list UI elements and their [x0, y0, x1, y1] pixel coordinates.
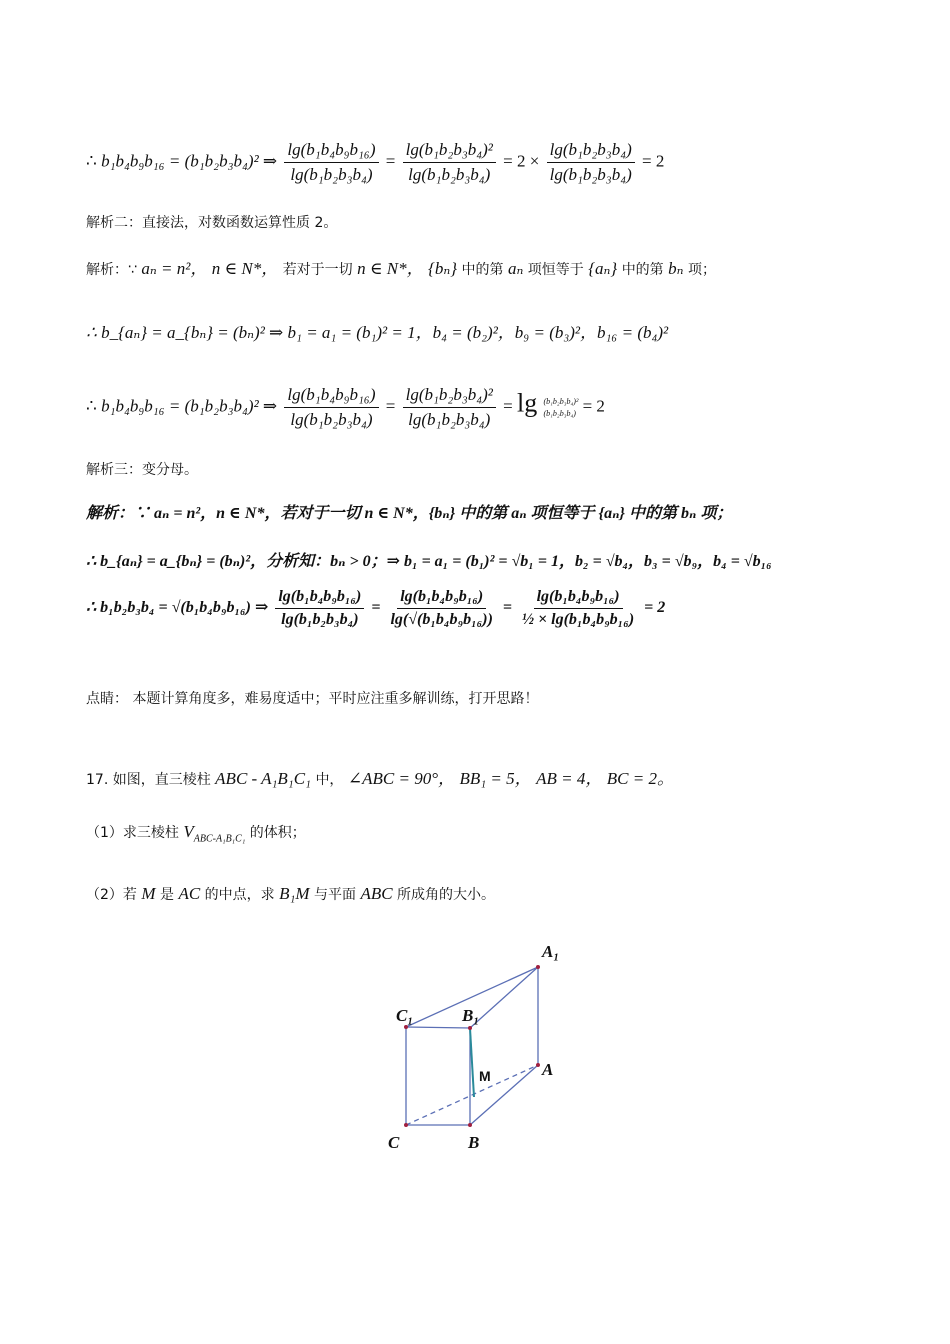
analysis-prefix: 解析：∵	[86, 262, 137, 278]
vertex-b1	[468, 1026, 472, 1030]
vertex-c1	[404, 1025, 408, 1029]
question-text: 所成角的大小。	[397, 887, 496, 903]
fraction	[275, 588, 364, 629]
fraction-denominator: lg(b₁b₂b₃b₄)	[408, 165, 491, 184]
label-b: B	[468, 1133, 480, 1152]
analysis-text: 若对于一切	[282, 262, 353, 278]
formula-bb1: BB₁ = 5，	[459, 769, 532, 788]
analysis-line	[86, 254, 716, 279]
formula-bn: bₙ	[668, 259, 684, 278]
volume-symbol: V	[183, 822, 194, 841]
label-b1: B₁	[462, 1006, 480, 1025]
fraction-numerator: lg(b₁b₄b₉b₁₆)	[284, 140, 378, 163]
question-text: 是	[160, 887, 174, 903]
equation-lhs: b₁b₄b₉b₁₆ = (b₁b₂b₃b₄)² ⇒	[101, 396, 278, 416]
equation-mid: = 2 ×	[503, 151, 540, 171]
bold-equation-line-3	[86, 588, 665, 629]
equals-sign: =	[502, 599, 513, 617]
fraction-numerator: lg(b₁b₄b₉b₁₆)	[275, 588, 364, 609]
fraction-denominator: lg(√(b₁b₄b₉b₁₆))	[390, 611, 493, 628]
question-text: 的中点，求	[204, 887, 275, 903]
fraction	[387, 588, 495, 629]
edge-c1-b1	[406, 1027, 470, 1028]
method-three-heading: 解析三：变分母。	[86, 462, 198, 478]
formula-an: aₙ	[507, 259, 524, 278]
formula-an: aₙ = n²，	[141, 259, 208, 278]
label-a: A	[542, 1060, 554, 1079]
formula-ab: AB = 4，	[536, 769, 603, 788]
formula-angle: ∠ABC = 90°，	[347, 769, 456, 788]
fraction-denominator: lg(b₁b₂b₃b₄)	[290, 410, 373, 429]
equation-end: = 2	[582, 396, 605, 416]
method-two-heading: 解析二：直接法，对数函数运算性质 2。	[86, 215, 338, 231]
bold-analysis-line: 解析：∵ aₙ = n²，n ∈ N*，若对于一切 n ∈ N*，{bₙ} 中的第 aₙ 项恒等于 {aₙ} 中的第 bₙ 项；	[86, 505, 733, 522]
fraction-denominator: lg(b₁b₂b₃b₄)	[408, 410, 491, 429]
analysis-text: 项；	[687, 262, 716, 278]
fraction-numerator: lg(b₁b₂b₃b₄)²	[403, 140, 496, 163]
therefore-symbol: ∴	[86, 151, 97, 171]
question-text: （2）若	[86, 887, 137, 903]
exponent-bottom: (b₁b₂b₃b₄)	[543, 408, 576, 418]
formula-volume	[183, 822, 246, 845]
volume-subscript: ABC-A₁B₁C₁	[193, 833, 246, 845]
comment-note: 点睛： 本题计算角度多，难易度适中；平时应注重多解训练，打开思路！	[86, 691, 539, 707]
analysis-text: 中的第	[461, 262, 504, 278]
question-text: 的体积；	[249, 825, 306, 841]
analysis-text: 中的第	[621, 262, 664, 278]
question-17	[86, 764, 674, 789]
lg-symbol: lg	[517, 388, 538, 418]
question-text: （1）求三棱柱	[86, 825, 179, 841]
equation-line-1: ∴ b₁b₄b₉b₁₆ = (b₁b₂b₃b₄)² ⇒ $\frac{\text{lg(b₁b₄b₉b₁₆)}}{\text{lg(b₁b₂b₃b₄)}}$ = $\frac{\text{lg(b₁b₂b₃b₄)²}}{\text{lg(b₁b₂b₃b₄)}}$ = 2 × $\frac{\text{lg(b₁b₂b₃b₄)}}{\text{lg(b₁b₂b₃b₄)}}$ = 2	[86, 140, 665, 184]
therefore-symbol: ∴	[86, 396, 97, 416]
fraction	[403, 385, 496, 430]
formula-prism: ABC - A₁B₁C₁	[215, 769, 311, 788]
label-c: C	[388, 1133, 400, 1152]
equals-sign: =	[503, 396, 513, 416]
vertex-b	[468, 1123, 472, 1127]
formula-bc: BC = 2。	[606, 769, 674, 788]
fraction-denominator: lg(b₁b₂b₃b₄)	[290, 165, 373, 184]
formula-n-in-n: n ∈ N*，	[211, 259, 279, 278]
question-17-part-1	[86, 822, 306, 844]
log-base-exponent	[543, 396, 578, 418]
fraction-numerator: lg(b₁b₄b₉b₁₆)	[284, 385, 378, 408]
label-a1: A₁	[542, 942, 560, 961]
formula-n-in-n: n ∈ N*，	[357, 259, 424, 278]
fraction-numerator: lg(b₁b₂b₃b₄)	[547, 140, 635, 163]
formula-bn-set: {bₙ}	[428, 259, 458, 278]
question-text: 17. 如图，直三棱柱	[86, 772, 211, 788]
edge-b1-a1	[470, 967, 538, 1028]
fraction-numerator: lg(b₁b₂b₃b₄)²	[403, 385, 496, 408]
formula-ac: AC	[178, 884, 201, 903]
question-text: 中，	[315, 772, 344, 788]
fraction-denominator: lg(b₁b₂b₃b₄)	[281, 611, 359, 628]
equals-sign: =	[371, 599, 381, 617]
question-text: 与平面	[314, 887, 357, 903]
label-c1: C₁	[396, 1006, 414, 1025]
equation-end: = 2	[644, 599, 666, 617]
question-17-part-2	[86, 884, 495, 904]
equation-line-3: ∴ b_{aₙ} = a_{bₙ} = (bₙ)² ⇒ b₁ = a₁ = (b₁)² = 1，b₄ = (b₂)²，b₉ = (b₃)²，b₁₆ = (b₄)²	[86, 323, 669, 342]
equation-lhs: b₁b₄b₉b₁₆ = (b₁b₂b₃b₄)² ⇒	[101, 151, 278, 171]
bold-equation-line-2: ∴ b_{aₙ} = a_{bₙ} = (bₙ)²，分析知：bₙ > 0；⇒ b₁ = a₁ = (b₁)² = √b₁ = 1，b₂ = √b₄，b₃ = √b₉，b₄ = √b₁₆	[86, 553, 772, 570]
vertex-c	[404, 1123, 408, 1127]
fraction	[284, 140, 378, 185]
prism-figure	[370, 935, 590, 1160]
equation-end: = 2	[642, 151, 665, 171]
fraction	[284, 385, 378, 430]
fraction-denominator: lg(b₁b₂b₃b₄)	[549, 165, 632, 184]
analysis-text: 项恒等于	[527, 262, 584, 278]
vertex-a1	[536, 965, 540, 969]
fraction-numerator: lg(b₁b₄b₉b₁₆)	[534, 588, 623, 609]
fraction	[519, 588, 637, 629]
formula-m: M	[141, 884, 156, 903]
fraction-numerator: lg(b₁b₄b₉b₁₆)	[397, 588, 486, 609]
formula-abc: ABC	[360, 884, 393, 903]
fraction	[547, 140, 635, 185]
label-m: M	[479, 1068, 491, 1084]
exponent-top: (b₁b₂b₃b₄)²	[543, 397, 579, 407]
fraction-denominator: ½ × lg(b₁b₄b₉b₁₆)	[522, 611, 635, 628]
fraction	[403, 140, 496, 185]
vertex-a	[536, 1063, 540, 1067]
formula-b1m: B₁M	[279, 884, 310, 903]
equation-line-4: ∴ b₁b₄b₉b₁₆ = (b₁b₂b₃b₄)² ⇒ $\frac{\text{lg(b₁b₄b₉b₁₆)}}{\text{lg(b₁b₂b₃b₄)}}$ = $\frac{\text{lg(b₁b₂b₃b₄)²}}{\text{lg(b₁b₂b₃b₄)}}$ = lg (b₁b₂b₃b₄)² (b₁b₂b₃b₄) = 2	[86, 385, 605, 429]
formula-an-set: {aₙ}	[588, 259, 618, 278]
equation-lhs: ∴ b₁b₂b₃b₄ = √(b₁b₄b₉b₁₆) ⇒	[86, 599, 269, 617]
